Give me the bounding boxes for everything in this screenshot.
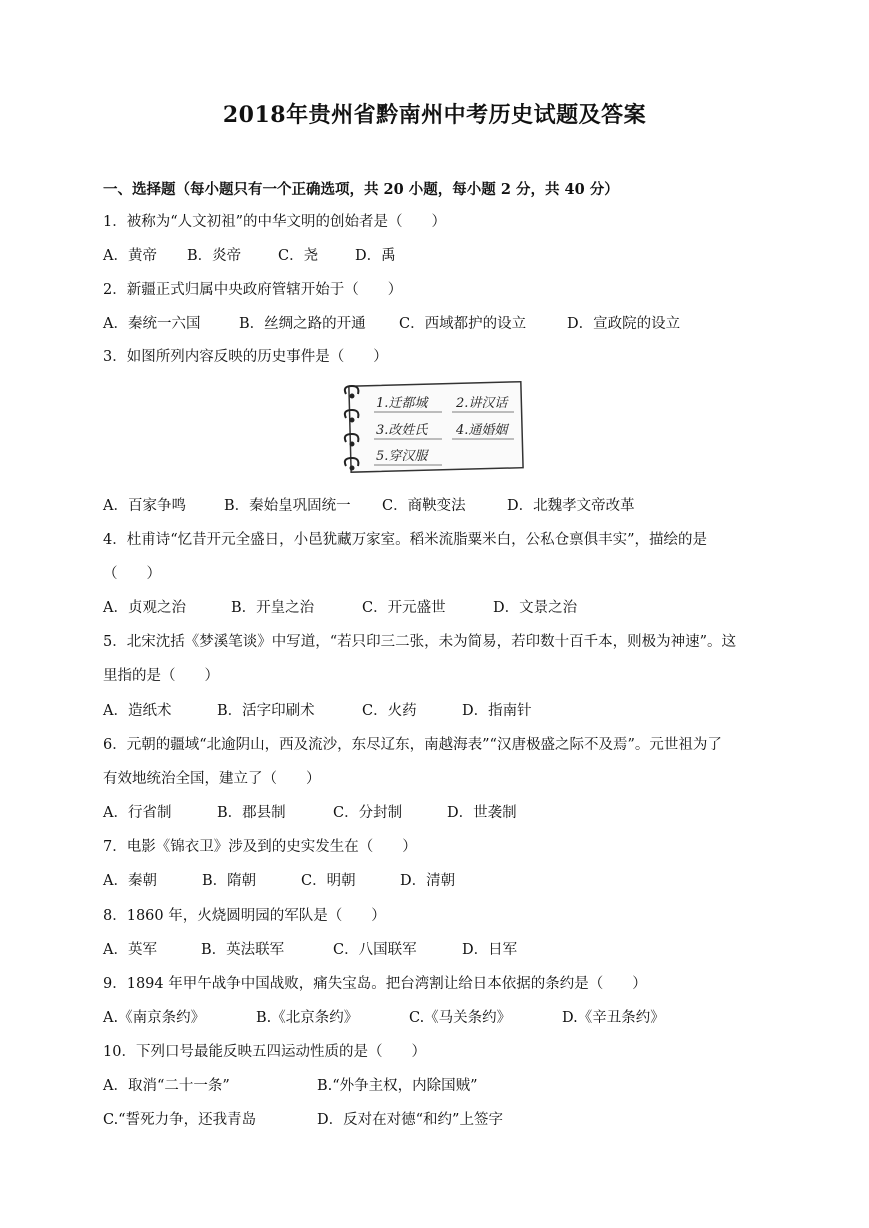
note-3: 3.改姓氏 xyxy=(376,423,428,438)
q4-option-d: D．文景之治 xyxy=(493,600,578,616)
q9-option-b: B.《北京条约》 xyxy=(256,1010,359,1026)
q8-option-c: C．八国联军 xyxy=(333,942,417,958)
note-1: 1.迁都城 xyxy=(376,396,428,411)
q3-option-a: A．百家争鸣 xyxy=(103,498,186,514)
question-1-options xyxy=(103,246,769,266)
q7-option-a: A．秦朝 xyxy=(103,873,157,889)
q9-option-c: C.《马关条约》 xyxy=(409,1010,512,1026)
question-3-options xyxy=(103,496,769,516)
question-3-stem: 3．如图所列内容反映的历史事件是（ ） xyxy=(103,349,388,365)
q6-option-b: B．郡县制 xyxy=(217,805,286,821)
question-4-stem: 4．杜甫诗“忆昔开元全盛日，小邑犹藏万家室。稻米流脂粟米白，公私仓禀俱丰实”，描绘的是 xyxy=(103,532,708,548)
question-7-options xyxy=(103,871,769,891)
q2-option-c: C．西域都护的设立 xyxy=(399,316,527,332)
q8-option-b: B．英法联军 xyxy=(201,942,285,958)
notebook-illustration xyxy=(342,380,527,476)
q10-option-a: A．取消“二十一条” xyxy=(103,1078,230,1094)
q3-option-b: B．秦始皇巩固统一 xyxy=(224,498,351,514)
q2-option-a: A．秦统一六国 xyxy=(103,316,201,332)
q4-option-a: A．贞观之治 xyxy=(103,600,186,616)
question-6-stem-continued: 有效地统治全国，建立了（ ） xyxy=(103,771,321,787)
q4-option-c: C．开元盛世 xyxy=(362,600,446,616)
question-10-stem: 10．下列口号最能反映五四运动性质的是（ ） xyxy=(103,1044,426,1060)
q5-option-c: C．火药 xyxy=(362,703,417,719)
page-title: 2018年贵州省黔南州中考历史试题及答案 xyxy=(222,102,647,128)
q6-option-c: C．分封制 xyxy=(333,805,403,821)
question-6-stem: 6．元朝的疆域“北逾阴山，西及流沙，东尽辽东，南越海表”“汉唐极盛之际不及焉”。元世祖为了 xyxy=(103,737,722,753)
q9-option-a: A.《南京条约》 xyxy=(103,1010,206,1026)
question-5-stem: 5．北宋沈括《梦溪笔谈》中写道，“若只印三二张，未为简易，若印数十百千本，则极为神速”。这 xyxy=(103,634,737,650)
q9-option-d: D.《辛丑条约》 xyxy=(562,1010,665,1026)
question-8-options xyxy=(103,940,769,960)
q5-option-d: D．指南针 xyxy=(462,703,532,719)
question-6-options xyxy=(103,803,769,823)
question-4-stem-continued: （ ） xyxy=(103,566,161,582)
q10-option-b: B.“外争主权，内除国贼” xyxy=(317,1078,478,1094)
question-1-stem: 1．被称为“人文初祖”的中华文明的创始者是（ ） xyxy=(103,214,447,230)
question-10-options-row-1 xyxy=(103,1076,769,1096)
q3-option-c: C．商鞅变法 xyxy=(382,498,466,514)
q6-option-a: A．行省制 xyxy=(103,805,172,821)
q3-option-d: D．北魏孝文帝改革 xyxy=(507,498,635,514)
q6-option-d: D．世袭制 xyxy=(447,805,517,821)
question-10-options-row-2 xyxy=(103,1110,769,1130)
notebook-figure xyxy=(342,380,527,476)
q8-option-d: D．日军 xyxy=(462,942,518,958)
question-7-stem: 7．电影《锦衣卫》涉及到的史实发生在（ ） xyxy=(103,839,417,855)
question-5-options xyxy=(103,701,769,721)
question-8-stem: 8．1860 年，火烧圆明园的军队是（ ） xyxy=(103,908,386,924)
q5-option-a: A．造纸术 xyxy=(103,703,172,719)
question-9-stem: 9．1894 年甲午战争中国战败，痛失宝岛。把台湾割让给日本依据的条约是（ ） xyxy=(103,976,647,992)
note-4: 4.通婚姻 xyxy=(456,423,508,438)
question-5-stem-continued: 里指的是（ ） xyxy=(103,668,219,684)
q10-option-c: C.“誓死力争，还我青岛 xyxy=(103,1112,257,1128)
q4-option-b: B．开皇之治 xyxy=(231,600,315,616)
section-heading: 一、选择题（每小题只有一个正确选项，共 20 小题，每小题 2 分，共 40 分） xyxy=(103,181,619,198)
q7-option-b: B．隋朝 xyxy=(202,873,257,889)
q7-option-d: D．清朝 xyxy=(400,873,456,889)
q2-option-d: D．宣政院的设立 xyxy=(567,316,681,332)
note-5: 5.穿汉服 xyxy=(376,449,428,464)
question-2-options xyxy=(103,314,769,334)
q8-option-a: A．英军 xyxy=(103,942,157,958)
question-4-options xyxy=(103,598,769,618)
question-9-options xyxy=(103,1008,769,1028)
q5-option-b: B．活字印刷术 xyxy=(217,703,315,719)
q1-option-d: D．禹 xyxy=(355,248,396,264)
q10-option-d: D．反对在对德“和约”上签字 xyxy=(317,1112,503,1128)
q1-option-a: A．黄帝 xyxy=(103,248,157,264)
note-2: 2.讲汉话 xyxy=(456,396,508,411)
q7-option-c: C．明朝 xyxy=(301,873,356,889)
q1-option-b: B．炎帝 xyxy=(187,248,242,264)
q2-option-b: B．丝绸之路的开通 xyxy=(239,316,366,332)
q1-option-c: C．尧 xyxy=(278,248,319,264)
question-2-stem: 2．新疆正式归属中央政府管辖开始于（ ） xyxy=(103,282,403,298)
